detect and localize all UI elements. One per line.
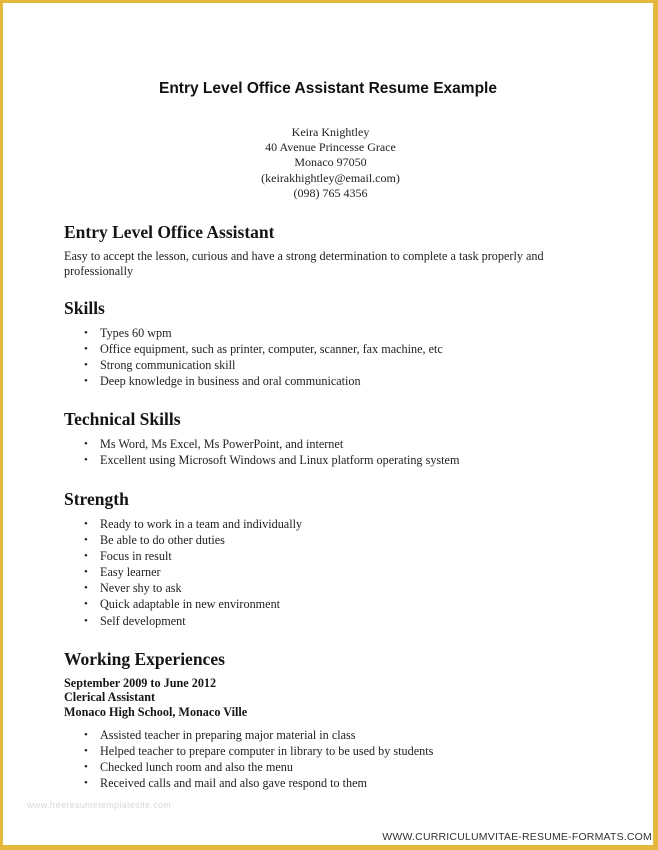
experience-list — [64, 727, 433, 791]
list-item: • Self development — [64, 613, 302, 629]
contact-phone: (098) 765 4356 — [293, 185, 368, 200]
list-item: • Strong communication skill — [64, 357, 443, 373]
resume-page — [3, 3, 653, 845]
contact-name: Keira Knightley — [291, 125, 370, 139]
job-employer: Monaco High School, Monaco Ville — [64, 705, 248, 719]
list-item: • Easy learner — [64, 564, 302, 580]
list-item: • Quick adaptable in new environment — [64, 596, 302, 612]
technical-skills-list — [64, 436, 459, 468]
list-item: • Be able to do other duties — [64, 532, 302, 548]
contact-block — [183, 125, 478, 201]
skills-heading: Skills — [64, 298, 105, 318]
faint-watermark: www.freeresumetemplatesite.com — [27, 800, 172, 810]
list-item: • Excellent using Microsoft Windows and Linux platform operating system — [64, 452, 459, 468]
contact-email: (keirakhightley@email.com) — [261, 170, 400, 185]
job-role: Clerical Assistant — [64, 690, 156, 704]
objective-heading: Entry Level Office Assistant — [64, 222, 275, 242]
list-item: • Never shy to ask — [64, 580, 302, 596]
list-item: • Received calls and mail and also gave respond to them — [64, 775, 433, 791]
strength-heading: Strength — [64, 489, 129, 509]
job-period: September 2009 to June 2012 — [64, 676, 217, 690]
list-item: • Ms Word, Ms Excel, Ms PowerPoint, and internet — [64, 436, 459, 452]
strength-list — [64, 516, 302, 629]
contact-address: 40 Avenue Princesse Grace — [265, 140, 396, 155]
list-item: • Helped teacher to prepare computer in library to be used by students — [64, 743, 433, 759]
list-item: • Types 60 wpm — [64, 325, 443, 341]
skills-list — [64, 325, 443, 389]
experience-heading: Working Experiences — [64, 649, 225, 669]
document-title: Entry Level Office Assistant Resume Example — [159, 80, 497, 97]
footer-watermark: WWW.CURRICULUMVITAE-RESUME-FORMATS.COM — [382, 831, 652, 843]
list-item: • Assisted teacher in preparing major material in class — [64, 727, 433, 743]
contact-city: Monaco 97050 — [294, 155, 367, 170]
objective-text: Easy to accept the lesson, curious and have a strong determination to complete a task properly and professionally — [64, 249, 544, 278]
list-item: • Ready to work in a team and individually — [64, 516, 302, 532]
list-item: • Checked lunch room and also the menu — [64, 759, 433, 775]
list-item: • Deep knowledge in business and oral communication — [64, 373, 443, 389]
technical-skills-heading: Technical Skills — [64, 409, 181, 429]
list-item: • Office equipment, such as printer, computer, scanner, fax machine, etc — [64, 341, 443, 357]
list-item: • Focus in result — [64, 548, 302, 564]
